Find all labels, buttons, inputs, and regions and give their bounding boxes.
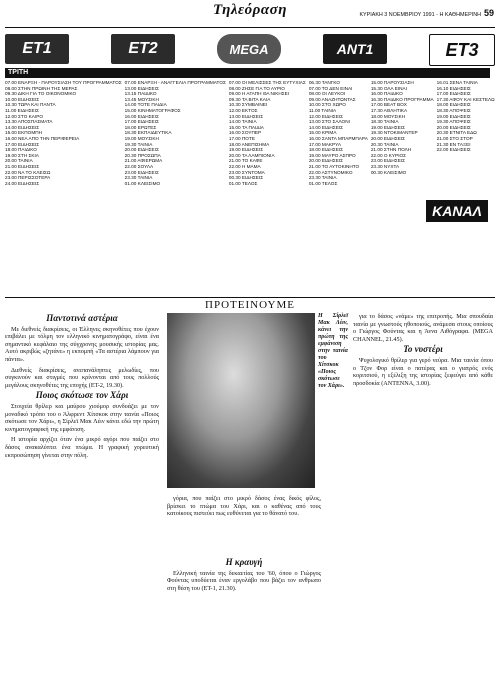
schedule-entry: 17.30 ΑΘΛΗΤΙΚΑ (370, 107, 408, 113)
schedule-entry: 18.30 ΕΚΠΑΙΔΕΥΤΙΚΑ (124, 130, 172, 136)
article-text: Στοιχεία θρίλερ και μαύρου χιούμορ συνδυάζει με τον μοναδικό τρόπο του ο Άλφρεντ Χίτσκοκ στην ταινία «Ποιος σκότωσε τον Χάρι», η Σίρλεϊ Μακ Λέιν κάνει εδώ την πρώτη κινηματογραφική της εμφάνιση. (5, 402, 159, 433)
schedule-entry: 20.30 ΤΑΙΝΙΑ (370, 141, 399, 147)
article-text: Διεθνείς διακρίσεις, ανεπανάληπτες μελωδίες, που συγκινούν και στιγμές που κρίνονται από τους πολλούς μεγάλους σκηνοθέτες της εποχής (ΕΤ-2, 19.30). (5, 366, 159, 389)
article-column-2b (167, 557, 321, 683)
schedule-entry: 08.00 ΟΙ ΛΕΥΚΟΙ (308, 91, 346, 97)
schedule-column (125, 80, 226, 300)
article-column-1 (5, 313, 159, 683)
schedule-entry: 14.00 ΤΑΙΝΙΑ (228, 119, 257, 125)
schedule-entry: 12.00 ΕΙΔΗΣΕΙΣ (308, 113, 344, 119)
page-meta (359, 8, 494, 18)
schedule-entry: 17.00 ΠΟΤΕ (228, 135, 255, 141)
section-rule (5, 297, 495, 298)
schedule-entry: 13.00 ΕΙΔΗΣΕΙΣ (228, 113, 264, 119)
schedule-entry: 17.00 ΕΙΔΗΣΕΙΣ (124, 119, 159, 125)
article-text: Με διεθνείς διακρίσεις, οι Έλληνες σκηνοθέτες που έχουν επιβάλει με τόλμη τον ελληνικό κινηματογράφο, είναι ένα σημαντικό κεφάλαιο της σύγχρονης μουσικής ιστορίας μας. Αυτό ακριβώς «ζητάνε» η εκπομπή «Τα αστέρια λάμπουν για πάντα». (5, 325, 159, 363)
channel-logo-et1: ET1 (5, 34, 69, 64)
schedule-entry: 13.15 ΠΑΙΔΙΚΟ (124, 91, 157, 97)
schedule-entry: 19.00 ΜΟΥΣΙΚΗ (124, 135, 159, 141)
schedule-entry: 22.00 ΣΟΥΛΑ (124, 163, 154, 169)
schedule-entry: 07.00 ΕΝΑΡΞΗ - ΑΝΑΓΓΕΛΙΑ ΠΡΟΓΡΑΜΜΑΤΟΣ (124, 80, 226, 85)
schedule-entry: 18.00 ΕΙΔΗΣΕΙΣ (436, 102, 471, 108)
schedule-entry: 22.00 ΕΙΔΗΣΕΙΣ (436, 147, 471, 153)
article-title: Ποιος σκότωσε τον Χάρι (35, 390, 129, 401)
schedule-entry: 16.00 ΕΙΔΗΣΕΙΣ (124, 113, 159, 119)
schedule-column (437, 80, 495, 300)
channel-logo-mega: MEGA (217, 34, 281, 64)
schedule-entry: 07.00 ΟΙ ΜΕΛΙΣΣΕΣ ΤΗΣ ΕΥΤΥΧΙΑΣ (228, 80, 306, 85)
schedule-entry: 19.00 ΜΑΥΡΟ ΑΣΠΡΟ (308, 152, 356, 158)
channel-logo-ant1: ANT1 (323, 34, 387, 64)
schedule-entry: 10.30 ΣΥΜΒΑΙΝΕΙ (228, 102, 268, 108)
header-rule (5, 27, 495, 28)
schedule-entry: 20.00 ΕΙΔΗΣΕΙΣ (370, 135, 406, 141)
schedule-entry: 00.30 ΕΙΔΗΣΕΙΣ (228, 175, 264, 181)
schedule-entry: 23.00 ΕΙΔΗΣΕΙΣ (124, 169, 159, 175)
schedule-entry: 19.30 ΤΑΙΝΙΑ (124, 141, 153, 147)
schedule-entry: 09.30 ΔΙΚΗ ΓΙΑ ΤΟ ΟΙΚΟΝΟΜΙΚΟ (5, 91, 77, 97)
schedule-entry: 13.00 ΣΤΟ ΣΑΛΟΝΙ (308, 119, 350, 125)
schedule-entry: 07.00 ΤΟ ΔΕΝ ΕΙΝΑΙ (308, 85, 353, 91)
schedule-entry: 21.00 ΤΟ ΑΥΤΟΚΙΝΗΤΟ (308, 163, 360, 169)
schedule-entry: 22.00 ΝΑ ΤΟ ΚΛΕΙΣΩ (5, 169, 51, 175)
schedule-entry: 14.00 ΕΙΔΗΣΕΙΣ (5, 124, 40, 130)
schedule-entry: 20.00 ΕΙΔΗΣΕΙΣ (436, 124, 471, 130)
schedule-entry: 16.00 ΠΑΙΔΙΚΟ (370, 91, 403, 97)
schedule-entry: 08.00 ΣΤΗΝ ΠΡΩΙΝΗ ΤΗΣ ΜΕΡΑΣ (5, 85, 78, 91)
schedule-entry: 23.00 ΕΙΔΗΣΕΙΣ (370, 158, 406, 164)
schedule-entry: 19.30 ΝΤΟΚΙΜΑΝΤΕΡ (370, 130, 418, 136)
schedule-entry: 21.00 ΣΤΟ ΣΤΟΡ (436, 135, 473, 141)
schedule-entry: 17.00 ΒΕΑΤ ΒΟΧ (370, 102, 407, 108)
schedule-entry: 19.00 ΣΤΗ ΣΚΙΑ (5, 152, 39, 158)
article-text: Ψυχολογικό θρίλερ για γερό νεύρα. Μια ταινία όπου ο Τζον Φορ είναι ο πατέρας και ο γιατρός ενός κοριτσιού, η εξέλιξη της ιστορίας ξεφεύγει από κάθε προσδοκία (ΑΝΤΕΝΝΑ, 3.00). (353, 356, 493, 387)
schedule-entry: 23.00 ΠΕΡΙΣΣΟΤΕΡΑ (5, 175, 51, 181)
schedule-entry: 22.00 Ο ΚΥΡΙΟΣ (370, 152, 407, 158)
schedule-entry: 09.30 ΤΑ ΒΙΤΑ ΚΑΙΑ (228, 96, 271, 102)
schedule-entry: 22.00 Η ΜΑΜΑ (228, 163, 261, 169)
page-title: Τηλεόραση (213, 2, 287, 18)
channel-logo-kanal: KANAΛ (426, 200, 488, 222)
article-text: γόρια, που παίζει στο μικρό δάσος ένας δικός φίλος, βρίσκει το πτώμα του Χάρι, και ο καθένας από τους κατοίκους πιστεύει πως ευθύνεται για το θάνατό του. (167, 495, 321, 518)
schedule-entry: 23.00 ΣΥΝΤΟΜΑ (228, 169, 265, 175)
schedule-entry: 21.00 ΑΦΙΕΡΩΜΑ (124, 158, 163, 164)
schedule-entry: 21.30 ΕΝ ΤΑΞΕΙ (436, 141, 471, 147)
schedule-entry: 15.00 ΚΙΝΗΜΑΤΟΓΡΑΦΟΣ (124, 107, 181, 113)
section-title: ΠΡΟΤΕΙΝΟΥΜΕ (205, 299, 295, 311)
schedule-entry: 19.00 ΕΙΔΗΣΕΙΣ (436, 113, 471, 119)
article-column-3 (353, 313, 493, 683)
schedule-entry: 17.30 ΑΦΟΥ ΚΑΙ ΚΕΣΤΕΛΩ (436, 96, 495, 102)
schedule-entry: 15.30 ΟΛΑ ΕΙΝΑΙ (370, 85, 407, 91)
schedule-entry: 09.00 Η ΑΓΑΠΗ ΘΑ ΝΙΚΗΣΕΙ (228, 91, 290, 97)
schedule-entry: 20.30 ΕΤΝΙΤΑ ΕΔΩ (436, 130, 477, 136)
schedule-entry: 09.00 ΑΝΑΖΗΤΩΝΤΑΣ (308, 96, 356, 102)
schedule-entry: 06.30 ΤΑΝΓΚΟ (308, 80, 341, 85)
article-text: Η ιστορία αρχίζει όταν ένα μικρό αγόρι που παίζει στο δάσος ανακαλύπτει ένα πτώμα. Η γραφική χορευτική εκπροσώπηση γίνεται στην πόλη. (5, 436, 159, 459)
schedule-entry: 19.30 ΑΠΟΨΕΙΣ (436, 119, 471, 125)
schedule-entry: 13.45 ΜΟΥΣΙΚΗ (124, 96, 159, 102)
schedule-entry: 18.00 ΕΡΩΤΕΣ (124, 124, 157, 130)
schedule-entry: 16.00 ΣΑΝΤΑ ΜΠΑΡΜΠΑΡΑ (308, 135, 368, 141)
schedule-entry: 12.00 ΣΤΟ ΚΑΙΡΟ (5, 113, 43, 119)
schedule-entry: 23.30 ΤΑΙΝΙΑ (308, 175, 337, 181)
schedule-entry: 15.00 ΠΑΡΟΥΣΙΑΣΗ (370, 80, 414, 85)
schedule-entry: 01.00 ΤΕΛΟΣ (228, 180, 258, 186)
schedule-entry: 00.30 ΚΛΕΙΣΙΜΟ (370, 169, 407, 175)
schedule-entry: 12.00 ΕΚΤΟΣ (228, 107, 258, 113)
schedule-entry: 18.00 ΜΟΥΣΙΚΗ (370, 113, 406, 119)
schedule-entry: 08.00 ΖΗΣΕ ΓΙΑ ΤΟ ΑΥΡΙΟ (228, 85, 285, 91)
schedule-column (371, 80, 434, 300)
schedule-entry: 13.00 ΕΙΔΗΣΕΙΣ (124, 85, 159, 91)
schedule-entry: 22.00 ΑΣΤΥΝΟΜΙΚΟ (308, 169, 353, 175)
schedule-entry: 01.00 ΚΛΕΙΣΙΜΟ (124, 180, 161, 186)
schedule-entry: 14.00 ΤΟΤΕ ΠΑΙΔΙΑ (124, 102, 167, 108)
schedule-entry: 18.30 ΑΠΟΨΕΙΣ (436, 107, 471, 113)
schedule-entry: 20.00 ΕΙΔΗΣΕΙΣ (308, 158, 344, 164)
schedule-entry: 15.00 ΤΑ ΠΑΙΔΙΑ (228, 124, 264, 130)
schedule-entry: 20.00 ΤΑ ΛΑΜΠΙΟΝΙΑ (228, 152, 275, 158)
schedule-entry: 24.00 ΕΙΔΗΣΕΙΣ (5, 180, 40, 186)
schedule-entry: 19.00 ΕΙΔΗΣΕΙΣ (370, 124, 406, 130)
schedule-entry: 11.00 ΕΙΔΗΣΕΙΣ (5, 107, 39, 113)
schedule-entry: 16.01 ΣΕΝΑ ΤΑΙΝΙΑ (436, 80, 478, 85)
photo-caption: Η Σίρλεϊ Μακ Λέιν, κάνει την πρώτη της εμφάνιση στην ταινία του Χίτσκοκ «Ποιος σκότωσε τον Χάρι». (318, 313, 348, 389)
schedule-entry: 10.00 ΕΙΔΗΣΕΙΣ (5, 96, 40, 102)
schedule-entry: 10.00 ΣΤΟ ΧΩΡΟ (308, 102, 346, 108)
schedule-entry: 20.00 ΤΑΙΝΙΑ (5, 158, 33, 164)
article-title: Το νυστέρι (403, 344, 443, 355)
schedule-entry: 17.00 ΜΑΚΡΥΑ (308, 141, 342, 147)
channel-logo-et3: ET3 (429, 34, 495, 66)
schedule-entry: 16.30 ΠΑΙΔΙΚΟ ΠΡΟΓΡΑΜΜΑ (370, 96, 434, 102)
articles-area (5, 313, 493, 685)
day-bar (5, 68, 490, 78)
schedule-column (5, 80, 122, 300)
schedule-entry: 13.30 ΑΠΟΣΠΑΣΜΑΤΑ (5, 119, 53, 125)
schedule-entry: 16.00 ΝΕΑ ΑΠΟ ΤΗΝ ΠΕΡΙΦΕΡΕΙΑ (5, 135, 80, 141)
page-number: 59 (483, 8, 494, 18)
schedule-entry: 17.00 ΕΙΔΗΣΕΙΣ (436, 91, 471, 97)
schedule-entry: 20.00 ΕΙΔΗΣΕΙΣ (124, 147, 159, 153)
schedule-entry: 16.00 ΣΟΥΠΕΡ (228, 130, 262, 136)
schedule-entry: 18.00 ΑΝΕΠΙΣΗΜΑ (228, 141, 270, 147)
schedule-entry: 15.00 ΕΚΠΟΜΠΗ (5, 130, 42, 136)
schedule-entry: 17.00 ΕΙΔΗΣΕΙΣ (5, 141, 40, 147)
schedule-entry: 18.30 ΤΑΙΝΙΑ (370, 119, 399, 125)
schedule-entry: 21.00 ΣΤΗΝ ΠΟΛΗ (370, 147, 412, 153)
schedule-entry: 10.30 ΤΩΡΑ ΚΑΙ ΠΑΝΤΑ (5, 102, 56, 108)
article-text: Ελληνική ταινία της δεκαετίας του '60, όπου ο Γιώργος Φούντας υποδύεται έναν εργολάβο που βάζει τον ανθρωπο στη θέση του (ΕΤ-1, 21.30). (167, 569, 321, 592)
schedule-entry: 16.10 ΕΙΔΗΣΕΙΣ (436, 85, 471, 91)
article-title: Παντοτινά αστέρια (46, 313, 118, 323)
schedule-entry: 20.30 ΠΡΟΣΩΠΑ (124, 152, 161, 158)
schedule-entry: 21.00 ΕΙΔΗΣΕΙΣ (5, 163, 40, 169)
schedule-entry: 18.00 ΠΑΙΔΙΚΟ (5, 147, 37, 153)
schedule-entry: 21.00 ΤΟ ΚΑΦΕ (228, 158, 263, 164)
article-text: για το δάσος «νάμε» της επιτροπής. Μια σπουδαία ταινία με γνωστούς ηθοποιούς, ανάμεσα στους οποίους ο Γιώργος Φούντας και η Άννα Λιθόγραφα. (MEGA CHANNEL, 21.45). (353, 313, 493, 343)
schedule-entry: 11.00 ΤΑΙΝΙΑ (308, 107, 337, 113)
actress-photo (167, 313, 315, 488)
schedule-entry: 23.30 ΤΑΙΝΙΑ (124, 175, 153, 181)
schedule-entry: 19.00 ΕΙΔΗΣΕΙΣ (228, 147, 264, 153)
issue-date: ΚΥΡΙΑΚΗ 3 ΝΟΕΜΒΡΙΟΥ 1991 - Η ΚΑΘΗΜΕΡΙΝΗ (359, 12, 481, 18)
schedule-entry: 01.00 ΤΕΛΟΣ (308, 180, 338, 186)
day-label: ΤΡΙΤΗ (8, 69, 29, 76)
channel-logo-et2: ET2 (111, 34, 175, 64)
schedule-entry: 18.00 ΕΙΔΗΣΕΙΣ (308, 147, 344, 153)
tv-schedule (5, 80, 493, 300)
schedule-entry: 23.30 ΝΥΧΤΑ (370, 163, 400, 169)
article-title: Η κραυγή (225, 557, 263, 567)
schedule-column (229, 80, 306, 300)
schedule-column (309, 80, 368, 300)
schedule-entry: 15.00 ΚΡΙΜΑ (308, 130, 337, 136)
schedule-entry: 14.00 ΕΙΔΗΣΕΙΣ (308, 124, 344, 130)
channel-logos (5, 34, 495, 64)
schedule-entry: 07.00 ΕΝΑΡΞΗ - ΠΑΡΟΥΣΙΑΣΗ ΤΟΥ ΠΡΟΓΡΑΜΜΑΤΟΣ (5, 80, 122, 85)
